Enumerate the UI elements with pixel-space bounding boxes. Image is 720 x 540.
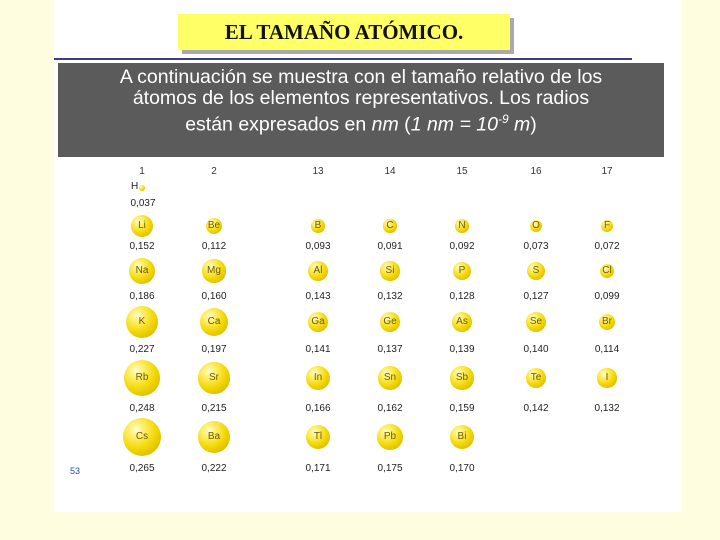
radius-value: 0,248	[129, 403, 155, 414]
group-header: 2	[211, 166, 217, 177]
radius-value: 0,093	[305, 241, 331, 252]
radius-value: 0,099	[594, 291, 620, 302]
radius-value: 0,141	[305, 344, 331, 355]
element-symbol: N	[458, 220, 466, 231]
page-number: 53	[70, 466, 81, 476]
group-header: 16	[530, 166, 542, 177]
radius-value: 0,162	[377, 403, 403, 414]
element-symbol: Br	[602, 316, 612, 327]
radius-value: 0,227	[129, 344, 155, 355]
radius-value: 0,215	[201, 403, 227, 414]
element-symbol: Rb	[135, 372, 149, 383]
element-symbol: Al	[313, 265, 323, 276]
element-symbol: Sb	[455, 372, 469, 383]
element-symbol: Na	[135, 265, 149, 276]
radius-value: 0,112	[201, 241, 227, 252]
radius-value: 0,114	[594, 344, 620, 355]
radius-value: 0,132	[594, 403, 620, 414]
radius-value: 0,142	[523, 403, 549, 414]
radius-value: 0,037	[130, 198, 156, 209]
radius-value: 0,132	[377, 291, 403, 302]
element-symbol: Sn	[383, 372, 397, 383]
intro-line-2: átomos de los elementos representativos. Los radios	[132, 87, 590, 109]
radius-value: 0,091	[377, 241, 403, 252]
group-header: 17	[601, 166, 613, 177]
element-symbol: Mg	[207, 265, 221, 276]
radius-value: 0,073	[523, 241, 549, 252]
radius-value: 0,222	[201, 463, 227, 474]
intro-text: están expresados en	[185, 113, 372, 136]
radius-value: 0,265	[129, 463, 155, 474]
intro-unit: nm	[371, 113, 399, 136]
element-symbol: C	[386, 220, 394, 231]
intro-line-1: A continuación se muestra con el tamaño relativo de los	[119, 66, 603, 88]
intro-close: )	[530, 113, 537, 136]
atom-sphere	[139, 185, 145, 191]
radius-value: 0,159	[449, 403, 475, 414]
group-header: 15	[456, 166, 468, 177]
radius-value: 0,139	[449, 344, 475, 355]
radius-value: 0,171	[305, 463, 331, 474]
intro-meter: m	[508, 113, 531, 136]
element-symbol: H	[131, 181, 139, 192]
radius-value: 0,072	[594, 241, 620, 252]
element-symbol: Ga	[311, 316, 325, 327]
element-symbol: Cs	[135, 431, 149, 442]
radius-value: 0,140	[523, 344, 549, 355]
element-symbol: S	[532, 265, 540, 276]
element-symbol: Te	[530, 372, 542, 383]
radius-value: 0,143	[305, 291, 331, 302]
element-symbol: Se	[529, 316, 543, 327]
group-header: 13	[312, 166, 324, 177]
radius-value: 0,127	[523, 291, 549, 302]
element-symbol: O	[532, 220, 540, 231]
element-symbol: In	[313, 372, 323, 383]
element-symbol: B	[314, 220, 322, 231]
element-symbol: Si	[385, 265, 395, 276]
intro-equation: 1 nm = 10	[410, 113, 498, 136]
radius-value: 0,128	[449, 291, 475, 302]
element-symbol: Ge	[383, 316, 397, 327]
radius-value: 0,175	[377, 463, 403, 474]
group-header: 1	[139, 166, 145, 177]
element-symbol: F	[603, 220, 611, 231]
group-header: 14	[384, 166, 396, 177]
radius-value: 0,137	[377, 344, 403, 355]
element-symbol: P	[458, 265, 466, 276]
element-symbol: Be	[207, 220, 221, 231]
radius-value: 0,152	[129, 241, 155, 252]
radius-value: 0,197	[201, 344, 227, 355]
radius-value: 0,170	[449, 463, 475, 474]
element-symbol: Pb	[383, 431, 397, 442]
element-symbol: Tl	[313, 431, 323, 442]
radius-value: 0,186	[129, 291, 155, 302]
element-symbol: I	[605, 372, 609, 383]
element-symbol: K	[138, 316, 146, 327]
radius-value: 0,092	[449, 241, 475, 252]
element-symbol: Ca	[207, 316, 221, 327]
intro-paren: (	[398, 113, 411, 136]
radius-value: 0,166	[305, 403, 331, 414]
intro-exponent: -9	[497, 112, 509, 126]
element-symbol: Bi	[457, 431, 467, 442]
page-title: EL TAMAÑO ATÓMICO.	[224, 20, 464, 44]
element-symbol: Cl	[602, 265, 612, 276]
element-symbol: Sr	[209, 372, 219, 383]
element-symbol: Li	[138, 220, 146, 231]
radius-value: 0,160	[201, 291, 227, 302]
element-symbol: Ba	[207, 431, 221, 442]
element-symbol: As	[456, 316, 468, 327]
